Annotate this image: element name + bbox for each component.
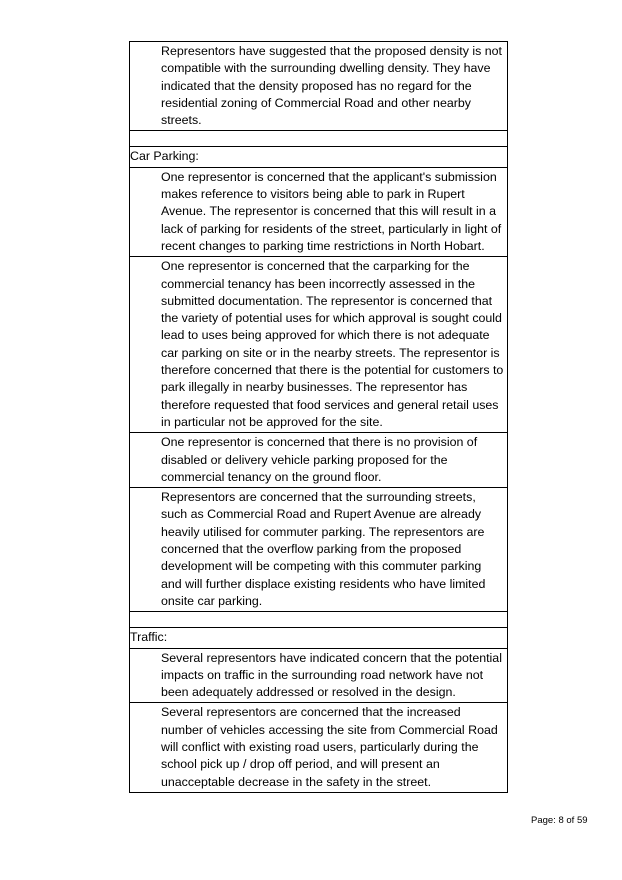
car-parking-heading: Car Parking: bbox=[130, 147, 507, 167]
traffic-item: Several representors have indicated concern that the potential impacts on traffic in the surrounding road network have not been adequately addressed or resolved in the design. bbox=[130, 649, 507, 704]
traffic-item: Several representors are concerned that the increased number of vehicles accessing the site from Commercial Road will conflict with existing road users, particularly during the school pick up / drop off period, and will present an unacceptable decrease in the safety in the street. bbox=[130, 703, 507, 792]
spacer-row bbox=[130, 612, 507, 628]
traffic-heading: Traffic: bbox=[130, 628, 507, 648]
spacer-row bbox=[130, 131, 507, 147]
car-parking-item: Representors are concerned that the surrounding streets, such as Commercial Road and Rupert Avenue are already heavily utilised for commuter parking. The representors are concerned that the overflow parking from the proposed development will be competing with this commuter parking and will further displace existing residents who have limited onsite car parking. bbox=[130, 488, 507, 612]
page-number: Page: 8 of 59 bbox=[531, 815, 588, 826]
representations-table bbox=[129, 41, 508, 793]
car-parking-item: One representor is concerned that the applicant's submission makes reference to visitors being able to park in Rupert Avenue. The representor is concerned that this will result in a lack of parking for residents of the street, particularly in light of recent changes to parking time restrictions in North Hobart. bbox=[130, 168, 507, 257]
density-item: Representors have suggested that the proposed density is not compatible with the surrounding dwelling density. They have indicated that the density proposed has no regard for the residential zoning of Commercial Road and other nearby streets. bbox=[130, 42, 507, 131]
car-parking-item: One representor is concerned that the carparking for the commercial tenancy has been incorrectly assessed in the submitted documentation. The representor is concerned that the variety of potential uses for which approval is sought could lead to uses being approved for which there is not adequate car parking on site or in the nearby streets. The representor is therefore concerned that there is the potential for customers to park illegally in nearby businesses. The representor has therefore requested that food services and general retail uses in particular not be approved for the site. bbox=[130, 257, 507, 433]
car-parking-item: One representor is concerned that there is no provision of disabled or delivery vehicle parking proposed for the commercial tenancy on the ground floor. bbox=[130, 433, 507, 488]
